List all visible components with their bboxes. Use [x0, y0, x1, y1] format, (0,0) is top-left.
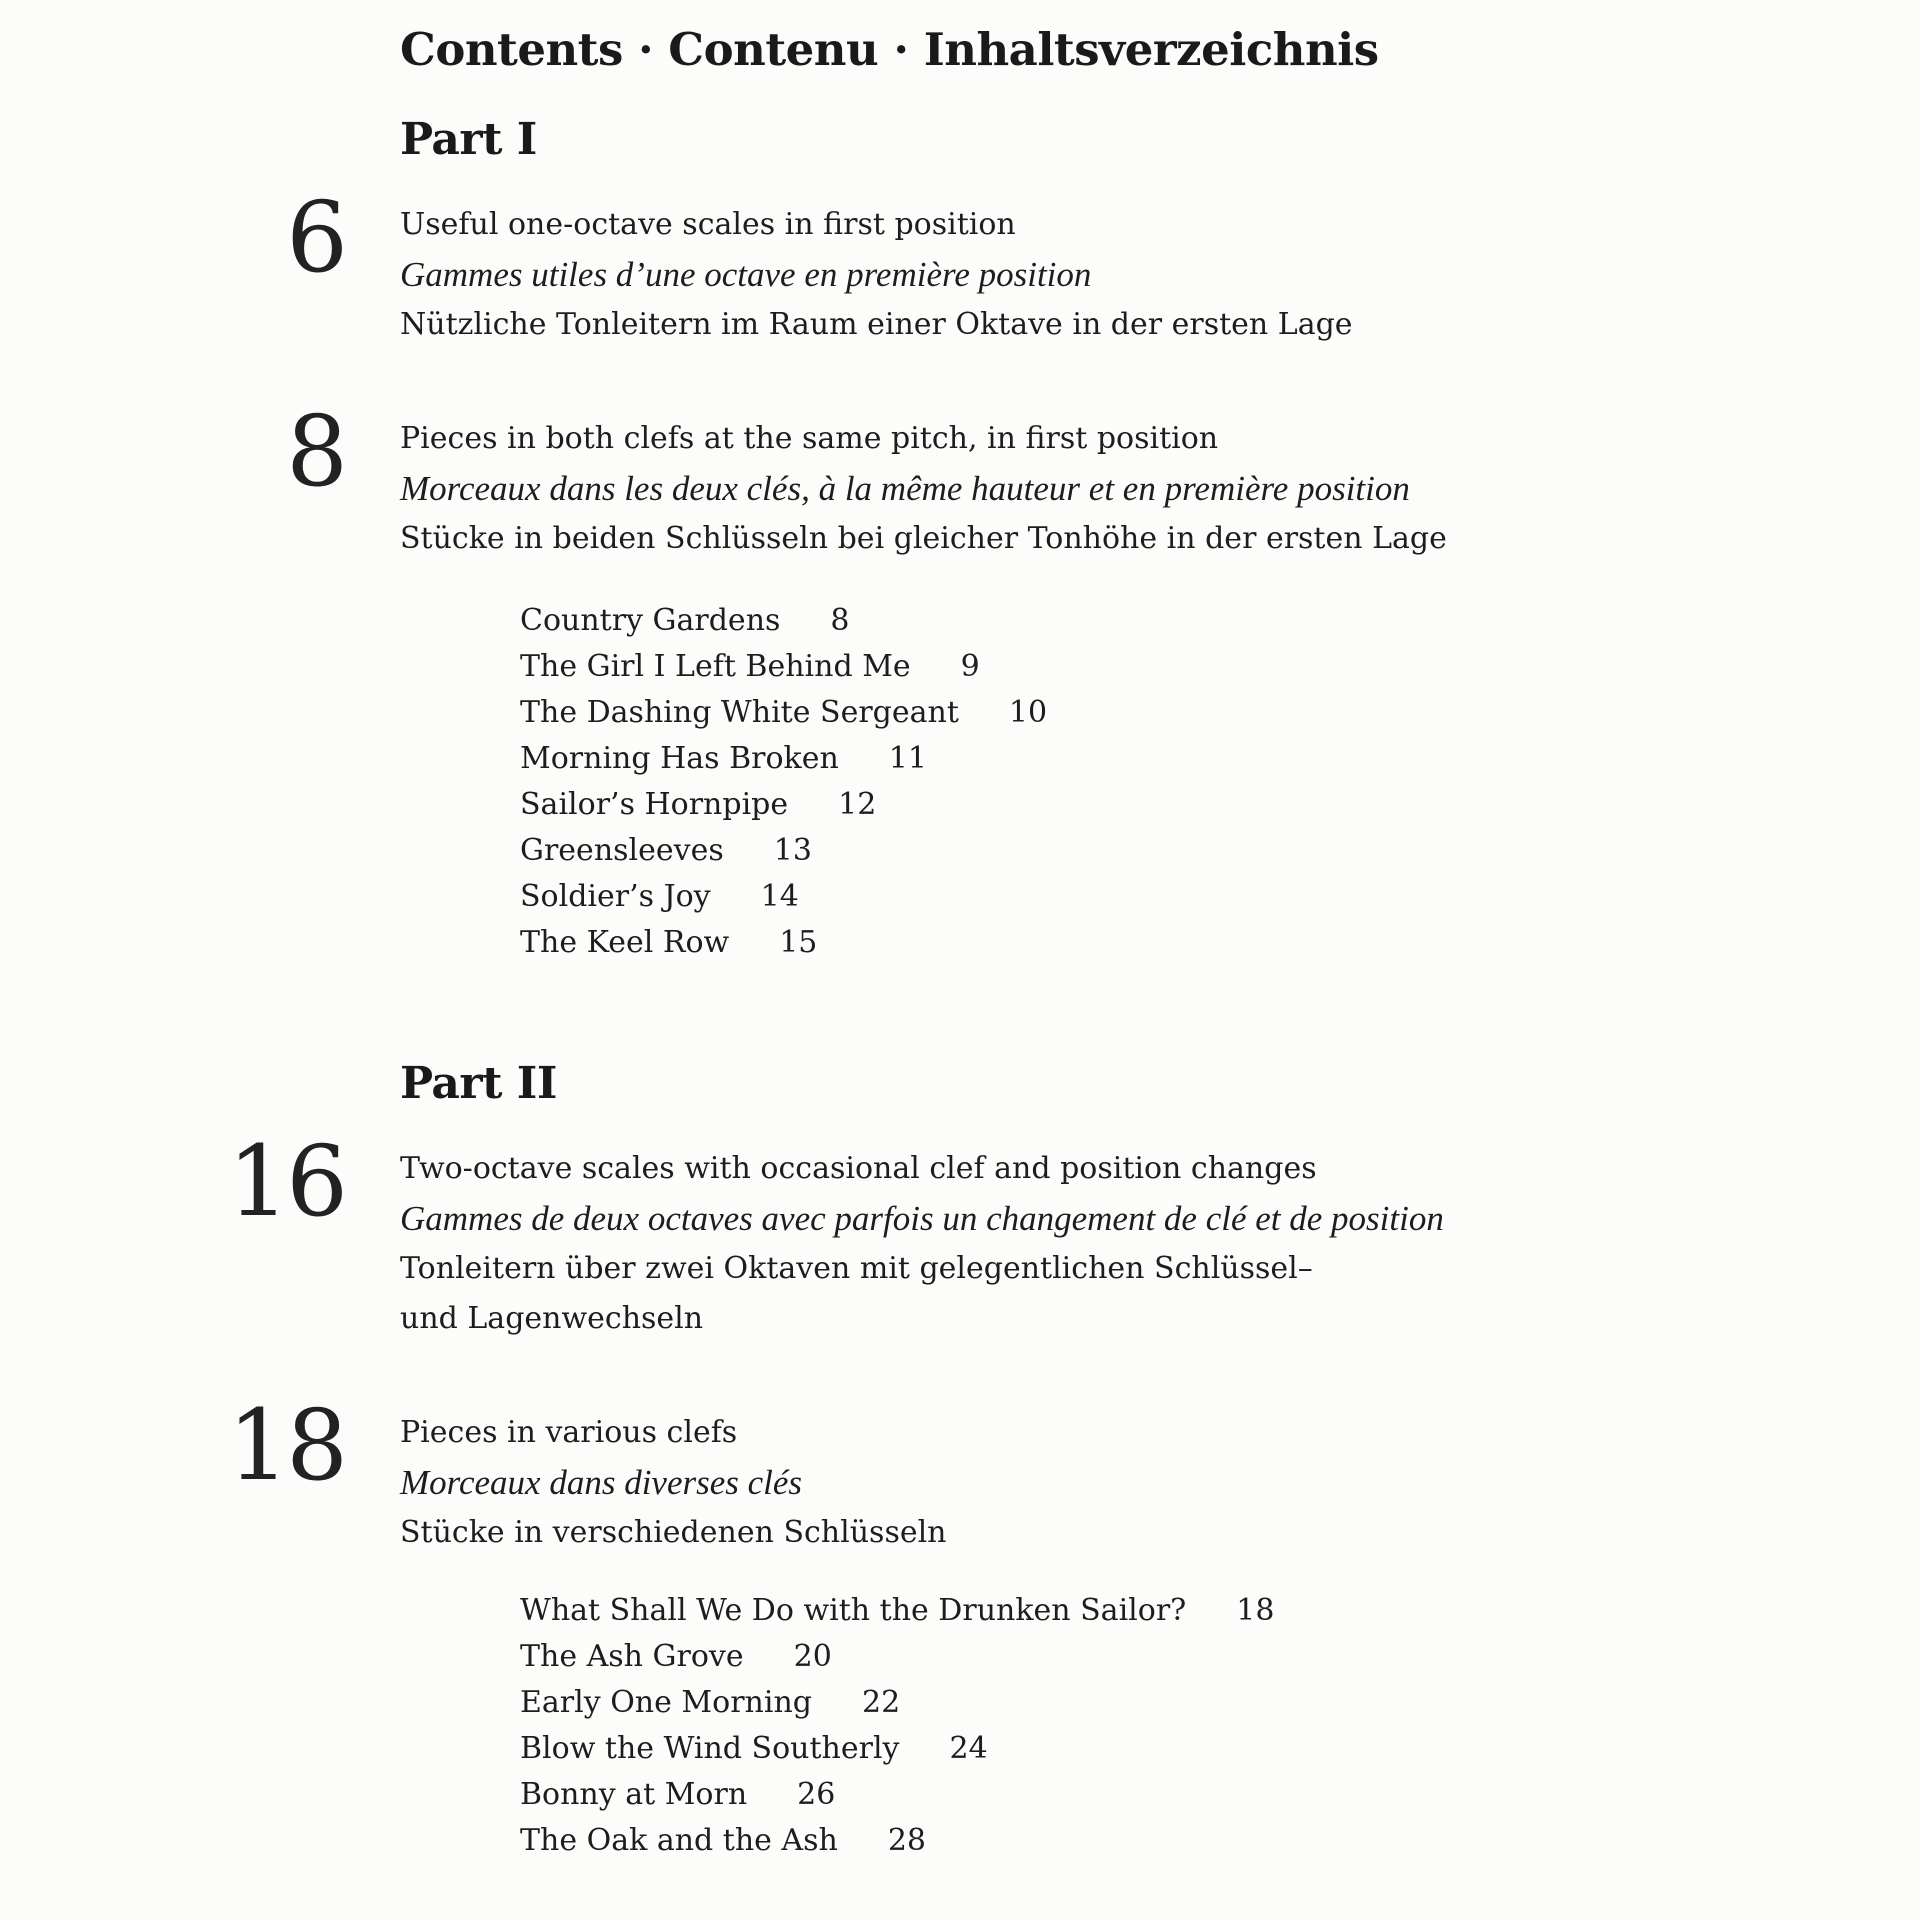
piece-page-number: 28	[887, 1823, 926, 1858]
piece-page-number: 13	[773, 833, 812, 868]
entry-title-french: Morceaux dans diverses clés	[400, 1463, 803, 1502]
entry-title-french: Morceaux dans les deux clés, à la même hauteur et en première position	[400, 469, 1410, 508]
list-item	[520, 690, 1860, 736]
piece-title: What Shall We Do with the Drunken Sailor?	[520, 1593, 1187, 1628]
piece-page-number: 12	[838, 787, 877, 822]
list-item	[520, 1588, 1860, 1634]
entry-title-english: Pieces in both clefs at the same pitch, in first position	[400, 421, 1219, 456]
list-item	[520, 1772, 1860, 1818]
piece-title: The Ash Grove	[520, 1639, 744, 1674]
list-item	[520, 1818, 1860, 1864]
piece-page-number: 14	[760, 879, 799, 914]
entry-title-french: Gammes utiles d’une octave en première position	[400, 255, 1092, 294]
entry-title-german: Nützliche Tonleitern im Raum einer Oktave in der ersten Lage	[400, 307, 1353, 342]
toc-entry	[286, 181, 1860, 350]
piece-page-number: 26	[797, 1777, 836, 1812]
piece-title: Greensleeves	[520, 833, 724, 868]
piece-title: Sailor’s Hornpipe	[520, 787, 789, 822]
entry-page-number: 6	[286, 181, 345, 294]
piece-list-part-2	[520, 1588, 1860, 1864]
toc-entry	[227, 1389, 1860, 1558]
list-item	[520, 598, 1860, 644]
piece-page-number: 20	[793, 1639, 832, 1674]
entry-page-number: 8	[286, 395, 345, 508]
toc-entry	[227, 1125, 1860, 1344]
page-title: Contents · Contenu · Inhaltsverzeichnis	[400, 23, 1379, 76]
piece-title: Bonny at Morn	[520, 1777, 748, 1812]
piece-page-number: 22	[861, 1685, 901, 1720]
part-1-heading: Part I	[400, 114, 537, 165]
entry-title-german: Tonleitern über zwei Oktaven mit gelegentlichen Schlüssel–	[400, 1251, 1313, 1286]
piece-title: Early One Morning	[520, 1685, 812, 1720]
piece-title: Country Gardens	[520, 603, 781, 638]
entry-title-english: Useful one-octave scales in first position	[400, 207, 1016, 242]
piece-page-number: 11	[888, 741, 927, 776]
piece-title: The Oak and the Ash	[520, 1823, 838, 1858]
list-item	[520, 1680, 1860, 1726]
piece-page-number: 15	[779, 925, 818, 960]
list-item	[520, 920, 1860, 966]
entry-title-german: Stücke in beiden Schlüsseln bei gleicher Tonhöhe in der ersten Lage	[400, 521, 1447, 556]
toc-entry	[286, 395, 1860, 564]
piece-page-number: 24	[949, 1731, 988, 1766]
list-item	[520, 782, 1860, 828]
piece-title: The Girl I Left Behind Me	[520, 649, 911, 684]
piece-title: Morning Has Broken	[520, 741, 839, 776]
piece-list-part-1	[520, 598, 1860, 966]
piece-page-number: 10	[1008, 695, 1048, 730]
piece-title: The Dashing White Sergeant	[520, 695, 959, 730]
list-item	[520, 828, 1860, 874]
entry-title-german: Stücke in verschiedenen Schlüsseln	[400, 1515, 947, 1550]
piece-title: Soldier’s Joy	[520, 879, 711, 914]
piece-page-number: 18	[1236, 1593, 1275, 1628]
entry-page-number: 18	[227, 1389, 345, 1502]
entry-title-english: Two-octave scales with occasional clef and position changes	[400, 1151, 1317, 1186]
list-item	[520, 644, 1860, 690]
entry-title-german-continued: und Lagenwechseln	[400, 1301, 704, 1336]
list-item	[520, 1634, 1860, 1680]
piece-page-number: 9	[960, 649, 980, 684]
list-item	[520, 1726, 1860, 1772]
piece-title: The Keel Row	[520, 925, 730, 960]
list-item	[520, 874, 1860, 920]
piece-page-number: 8	[830, 603, 850, 638]
entry-title-french: Gammes de deux octaves avec parfois un changement de clé et de position	[400, 1199, 1444, 1238]
list-item	[520, 736, 1860, 782]
part-2-heading: Part II	[400, 1058, 557, 1109]
entry-title-english: Pieces in various clefs	[400, 1415, 738, 1450]
piece-title: Blow the Wind Southerly	[520, 1731, 900, 1766]
entry-page-number: 16	[227, 1125, 345, 1238]
